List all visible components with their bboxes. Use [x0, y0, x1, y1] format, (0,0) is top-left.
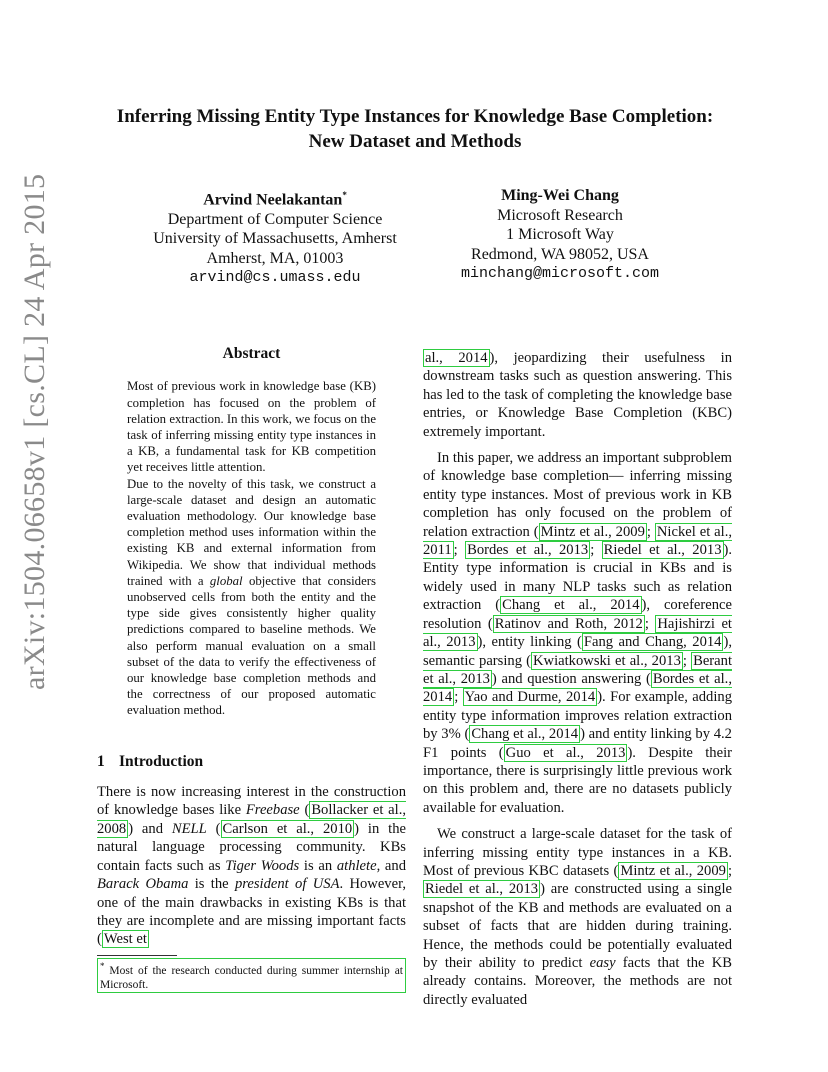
body-text: ). Despite their importance, there is surprisingly little previous work on this problem and, there are no datasets publicly available for evaluation.: [423, 744, 732, 816]
citation-link[interactable]: Fang and Chang, 2014: [583, 634, 722, 651]
arxiv-identifier: arXiv:1504.06658v1 [cs.CL] 24 Apr 2015: [18, 173, 51, 690]
intro-paragraph: [97, 783, 406, 949]
author-footnote-mark: *: [342, 190, 347, 200]
body-text: ), semantic parsing (: [423, 634, 732, 669]
author-name: Arvind Neelakantan*: [203, 190, 347, 209]
body-text: There is now increasing interest in the construction of knowledge bases like: [97, 784, 406, 819]
author-email[interactable]: minchang@microsoft.com: [460, 265, 660, 282]
right-column: [423, 349, 732, 1009]
citation-link[interactable]: Ratinov and Roth, 2012: [494, 615, 643, 632]
citation-link[interactable]: Bollacker et al., 2008: [97, 802, 407, 837]
author-affiliation-line: University of Massachusetts, Amherst: [153, 230, 397, 248]
body-text: ;: [453, 542, 466, 559]
citation-link[interactable]: Bordes et al., 2013: [467, 542, 589, 559]
title-line-1: Inferring Missing Entity Type Instances for Knowledge Base Completion:: [116, 106, 714, 127]
citation-link[interactable]: Mintz et al., 2009: [620, 862, 726, 879]
emphasis-text: Freebase: [245, 802, 300, 819]
body-text: ), entity linking (: [477, 634, 582, 651]
body-text: In this paper, we address an important subproblem of knowledge base completion— inferring missing entity type instances. Most of previous work in KB completion has only focused on the problem of relation extraction (: [423, 450, 732, 540]
citation-link[interactable]: Chang et al., 2014: [471, 726, 579, 743]
left-column: [97, 345, 406, 993]
citation-link[interactable]: Chang et al., 2014: [502, 597, 640, 614]
body-text: ), jeopardizing their usefulness in downstream tasks such as question answering. This has led to the task of completing the knowledge base entries, or Knowledge Base Completion (KBC) extremely important.: [423, 350, 732, 440]
body-text: (: [206, 820, 221, 837]
body-text: . However, one of the main drawbacks in existing KBs is that they are incomplete and are missing important facts (: [97, 876, 407, 948]
body-text: is the: [188, 876, 235, 893]
body-text: ) and entity linking by 4.2 F1 points (: [423, 726, 732, 761]
author-affiliation-line: Microsoft Research: [497, 206, 623, 224]
citation-link[interactable]: Nickel et al., 2011: [423, 523, 733, 559]
citation-link[interactable]: Hajishirzi et al., 2013: [423, 615, 732, 651]
abstract: [127, 378, 376, 718]
citation-link[interactable]: Kwiatkowski et al., 2013: [533, 652, 681, 669]
citation-link[interactable]: al., 2014: [425, 350, 488, 366]
citation-link[interactable]: Yao and Durme, 2014: [464, 689, 596, 706]
emphasis-text: Barack Obama: [97, 876, 189, 893]
author-name: Ming-Wei Chang: [501, 187, 619, 204]
author-affiliation-line: Redmond, WA 98052, USA: [471, 245, 649, 263]
body-text: ) are constructed using a single snapshot of the KB and methods are evaluated on a subset of facts that are hidden during training. Hence, the methods could be potentially evaluated by their ability to predict: [423, 881, 732, 971]
emphasis-text: Tiger Woods: [225, 857, 300, 874]
body-text: ;: [727, 862, 732, 879]
body-text: is an: [299, 857, 337, 874]
body-text: ). Entity type information is crucial in KBs and is widely used in many NLP tasks such as relation extraction (: [423, 542, 733, 614]
abstract-heading: Abstract: [222, 345, 281, 362]
title-line-2: New Dataset and Methods: [308, 131, 522, 152]
abstract-paragraph: Due to the novelty of this task, we construct a large-scale dataset and design an automatic evaluation methodology. Our knowledge base completion method uses information within the existing KB and external information from Wikipedia. We show that individual methods trained with a global objective that considers unobserved cells from both the entity and the type side gives consistently higher quality predictions compared to baseline methods. We also perform manual evaluation on a small subset of the data to verify the effectiveness of our knowledge base completion methods and the correctness of our proposed automatic evaluation method.: [127, 476, 376, 718]
body-text: ) and question answering (: [491, 670, 651, 687]
citation-link[interactable]: West et: [103, 931, 147, 948]
body-text: (: [299, 802, 310, 819]
body-text: ;: [646, 523, 655, 540]
body-paragraph: [423, 449, 732, 817]
citation-link[interactable]: Guo et al., 2013: [505, 744, 626, 761]
section-heading: 1 Introduction: [97, 752, 204, 770]
citation-link[interactable]: Berant et al., 2013: [423, 652, 732, 687]
footnote[interactable]: * Most of the research conducted during summer internship at Microsoft.: [97, 958, 406, 993]
emphasis-text: president of USA: [234, 876, 340, 893]
emphasis-text: athlete: [336, 857, 377, 874]
body-text: ). For example, adding entity type information improves relation extraction by 3% (: [423, 689, 733, 743]
arxiv-stamp: [18, 173, 54, 690]
body-text: , and: [376, 857, 406, 874]
author-affiliation-line: Department of Computer Science: [167, 210, 383, 228]
body-paragraph: [423, 349, 732, 441]
body-text: ;: [682, 652, 692, 669]
body-text: We construct a large-scale dataset for the task of inferring missing entity type instances in a KB. Most of previous KBC datasets (: [423, 826, 732, 879]
body-text: ) in the natural language processing community. KBs contain facts such as: [97, 820, 406, 874]
paper-title: [90, 104, 740, 154]
body-text: ;: [644, 615, 656, 632]
author-affiliation-line: Amherst, MA, 01003: [206, 249, 344, 267]
body-text: ) and: [128, 820, 172, 837]
body-text: facts that the KB already contains. Moreover, the methods are not directly evaluated: [423, 955, 732, 1008]
author-block-1: [130, 186, 420, 288]
citation-link[interactable]: Riedel et al., 2013: [603, 542, 722, 559]
citation-link[interactable]: Bordes et al., 2014: [423, 670, 732, 706]
author-block-2: [420, 186, 700, 284]
author-affiliation-line: 1 Microsoft Way: [506, 226, 614, 243]
emphasis-text: NELL: [171, 820, 207, 837]
author-email[interactable]: arvind@cs.umass.edu: [189, 269, 361, 287]
emphasis-text: easy: [589, 955, 616, 971]
body-text: ), coreference resolution (: [423, 597, 732, 632]
citation-link[interactable]: Riedel et al., 2013: [425, 881, 539, 898]
citation-link[interactable]: Carlson et al., 2010: [222, 820, 353, 837]
abstract-paragraph: Most of previous work in knowledge base (KB) completion has focused on the problem of relation extraction. In this work, we focus on the task of inferring missing entity type instances in a KB, a fundamental task for KB competition yet receives little attention.: [127, 379, 376, 475]
body-text: ;: [590, 542, 602, 559]
footnote-rule: [97, 955, 177, 956]
body-text: ;: [454, 689, 463, 706]
body-paragraph: [423, 825, 732, 1009]
citation-link[interactable]: Mintz et al., 2009: [540, 523, 645, 540]
